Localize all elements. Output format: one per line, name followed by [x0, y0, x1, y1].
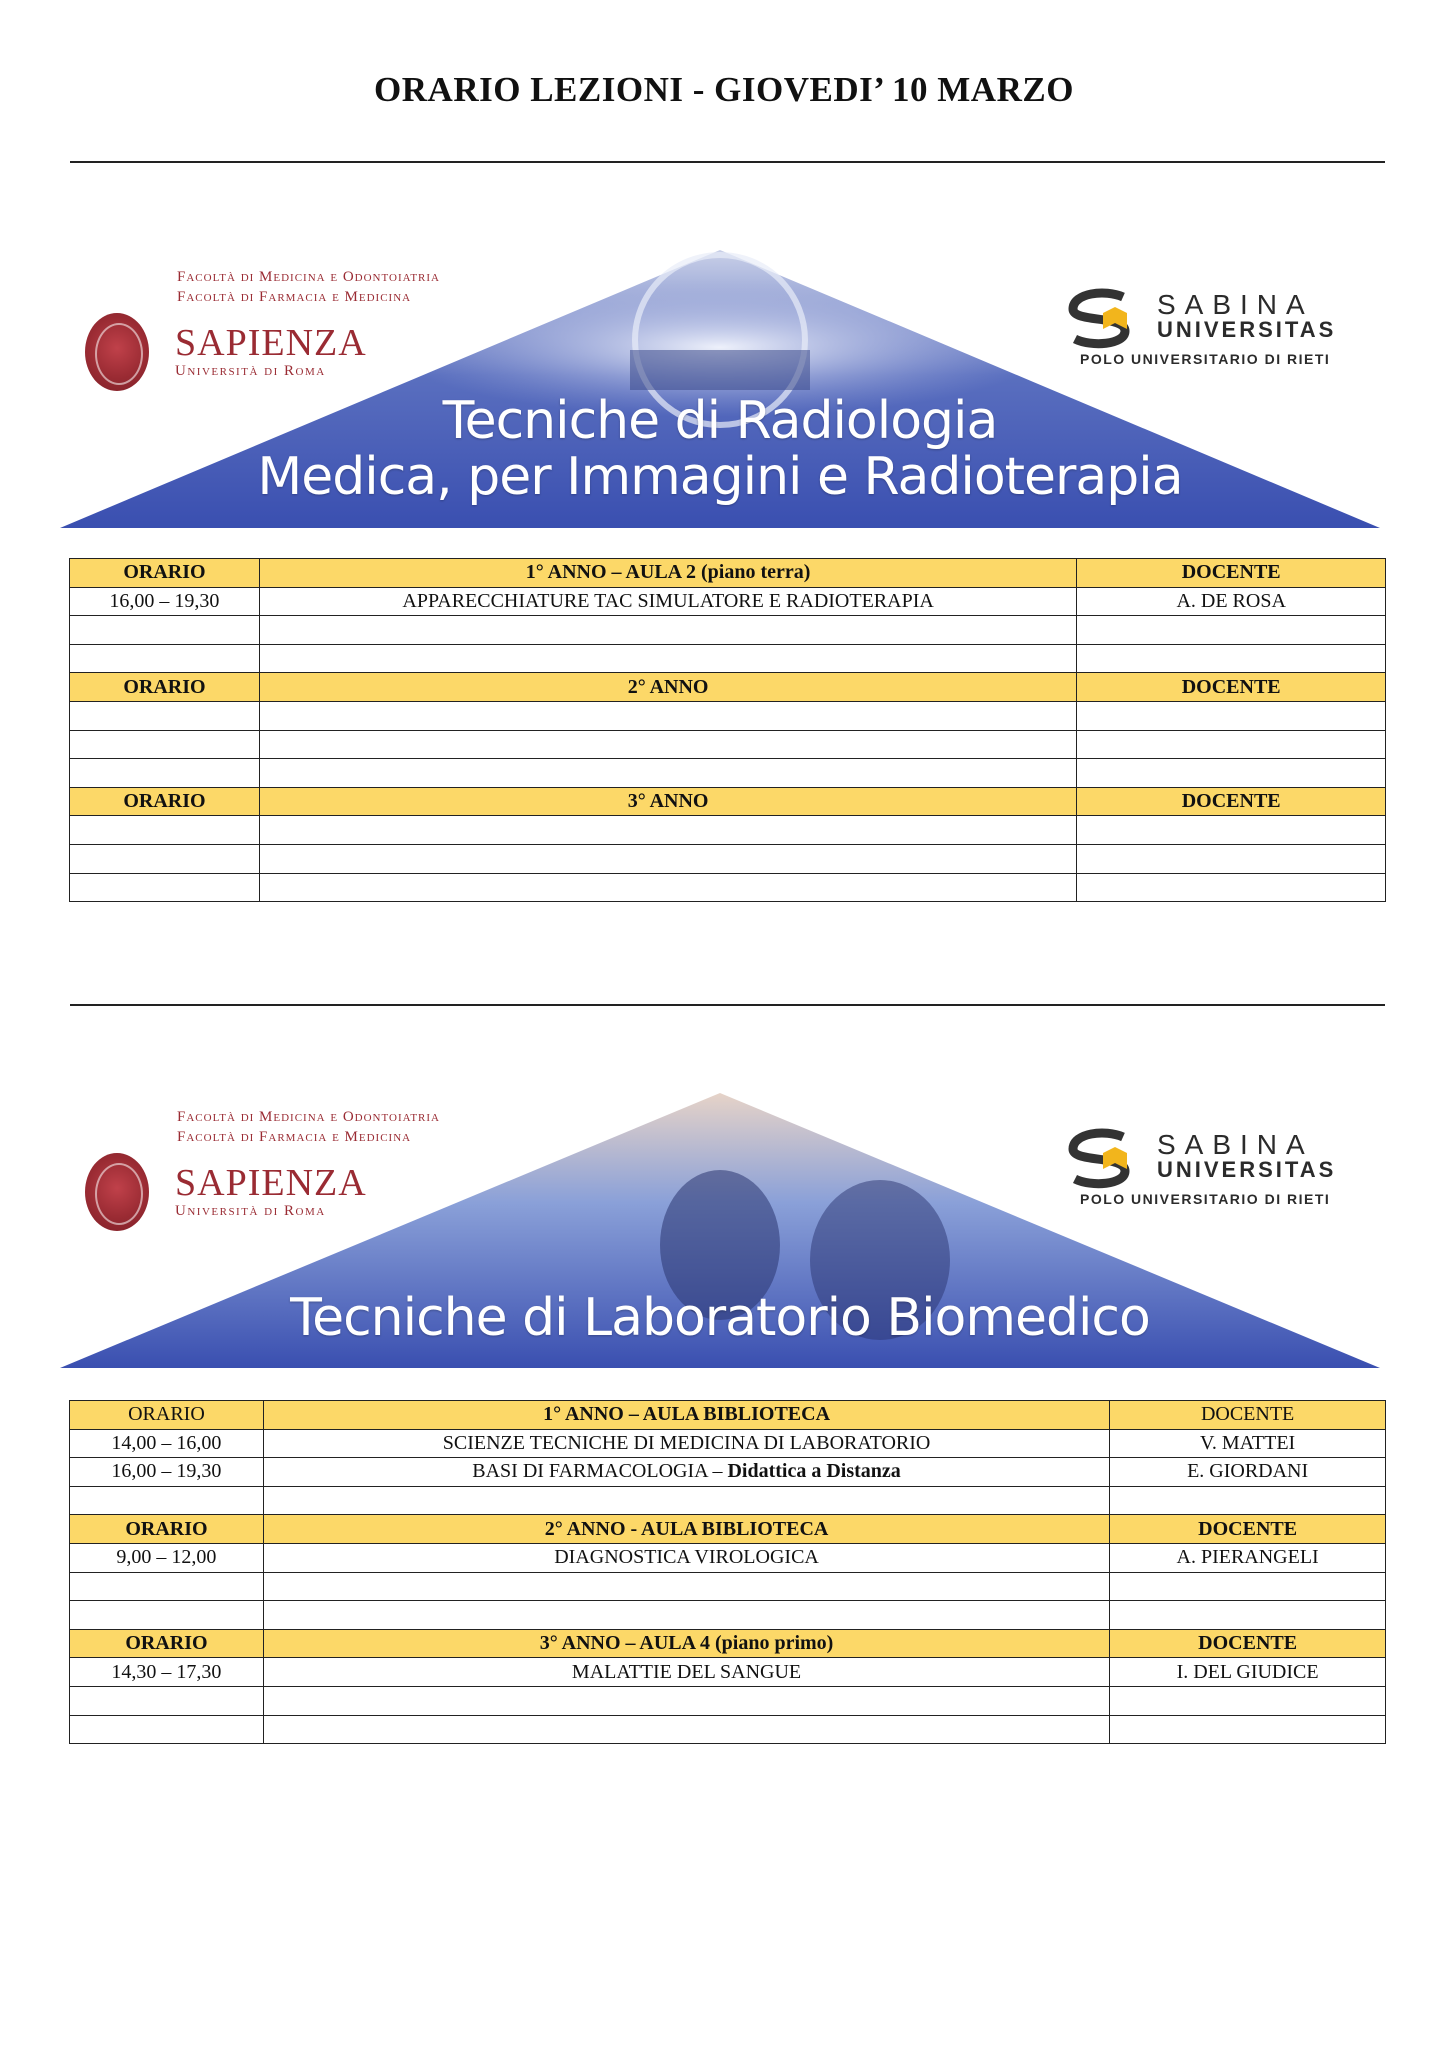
cell-orario: 16,00 – 19,30	[70, 587, 260, 616]
table-row	[70, 1715, 1386, 1744]
cell-orario	[70, 1486, 264, 1515]
course-banner-radiologia	[60, 245, 1380, 535]
table-row	[70, 587, 1386, 616]
cell-materia	[259, 616, 1076, 645]
table-row	[70, 1429, 1386, 1458]
cell-materia	[263, 1686, 1109, 1715]
cell-orario	[70, 1572, 264, 1601]
col-orario: ORARIO	[70, 787, 260, 816]
col-anno: 2° ANNO - AULA BIBLIOTECA	[263, 1515, 1109, 1544]
col-orario: ORARIO	[70, 673, 260, 702]
cell-docente	[1077, 701, 1386, 730]
table-row	[70, 1486, 1386, 1515]
cell-materia	[259, 701, 1076, 730]
col-orario: ORARIO	[70, 1515, 264, 1544]
cell-materia	[263, 1715, 1109, 1744]
cell-materia	[259, 873, 1076, 902]
col-orario: ORARIO	[70, 559, 260, 588]
table-row	[70, 1686, 1386, 1715]
table-header-row	[70, 1515, 1386, 1544]
cell-docente: A. DE ROSA	[1077, 587, 1386, 616]
col-docente: DOCENTE	[1110, 1401, 1386, 1430]
cell-orario	[70, 844, 260, 873]
cell-docente	[1077, 844, 1386, 873]
col-docente: DOCENTE	[1077, 673, 1386, 702]
cell-orario: 14,30 – 17,30	[70, 1658, 264, 1687]
table-row	[70, 616, 1386, 645]
sabina-universitas-logo: SABINA UNIVERSITAS POLO UNIVERSITARIO DI RIETI	[1065, 1127, 1355, 1217]
cell-materia	[259, 816, 1076, 845]
table-row	[70, 1658, 1386, 1687]
sabina-universitas-logo: SABINA UNIVERSITAS POLO UNIVERSITARIO DI RIETI	[1065, 287, 1355, 377]
cell-orario: 14,00 – 16,00	[70, 1429, 264, 1458]
col-docente: DOCENTE	[1077, 559, 1386, 588]
col-docente: DOCENTE	[1110, 1515, 1386, 1544]
cell-orario	[70, 616, 260, 645]
table-row	[70, 701, 1386, 730]
cell-orario	[70, 644, 260, 673]
cell-materia: DIAGNOSTICA VIROLOGICA	[263, 1543, 1109, 1572]
faculty-text: Facoltà di Medicina e Odontoiatria Facoltà di Farmacia e Medicina	[177, 1109, 440, 1145]
col-anno: 1° ANNO – AULA BIBLIOTECA	[263, 1401, 1109, 1430]
cell-docente: E. GIORDANI	[1110, 1458, 1386, 1487]
cell-orario: 9,00 – 12,00	[70, 1543, 264, 1572]
table-row	[70, 1601, 1386, 1630]
schedule-table-radiologia	[69, 558, 1386, 902]
col-orario: ORARIO	[70, 1629, 264, 1658]
table-row	[70, 873, 1386, 902]
cell-docente	[1110, 1486, 1386, 1515]
course-title: Tecniche di Laboratorio Biomedico	[290, 1288, 1150, 1348]
cell-orario	[70, 701, 260, 730]
table-header-row	[70, 673, 1386, 702]
cell-materia: SCIENZE TECNICHE DI MEDICINA DI LABORATORIO	[263, 1429, 1109, 1458]
table-header-row	[70, 1401, 1386, 1430]
cell-docente: A. PIERANGELI	[1110, 1543, 1386, 1572]
cell-orario: 16,00 – 19,30	[70, 1458, 264, 1487]
sapienza-logo: SAPIENZA Università di Roma	[175, 1162, 367, 1219]
table-header-row	[70, 1629, 1386, 1658]
table-row	[70, 1572, 1386, 1601]
cell-orario	[70, 730, 260, 759]
modalita-text: Didattica a Distanza	[727, 1460, 901, 1483]
course-title: Tecniche di Radiologia Medica, per Immagini e Radioterapia	[257, 391, 1183, 507]
table-row	[70, 844, 1386, 873]
col-anno: 1° ANNO – AULA 2 (piano terra)	[259, 559, 1076, 588]
sabina-book-icon	[1065, 287, 1145, 349]
sabina-book-icon	[1065, 1127, 1145, 1189]
faculty-text: Facoltà di Medicina e Odontoiatria Facoltà di Farmacia e Medicina	[177, 269, 440, 305]
cell-docente	[1077, 816, 1386, 845]
cell-orario	[70, 1601, 264, 1630]
divider	[70, 1004, 1385, 1006]
course-banner-laboratorio	[60, 1085, 1380, 1375]
sapienza-seal-icon	[85, 313, 149, 391]
sapienza-logo: SAPIENZA Università di Roma	[175, 322, 367, 379]
cell-materia: APPARECCHIATURE TAC SIMULATORE E RADIOTERAPIA	[259, 587, 1076, 616]
col-orario: ORARIO	[70, 1401, 264, 1430]
cell-docente: I. DEL GIUDICE	[1110, 1658, 1386, 1687]
cell-materia	[263, 1572, 1109, 1601]
cell-docente	[1077, 616, 1386, 645]
table-header-row	[70, 787, 1386, 816]
schedule-table-laboratorio	[69, 1400, 1386, 1744]
sapienza-seal-icon	[85, 1153, 149, 1231]
page-title: ORARIO LEZIONI - GIOVEDI’ 10 MARZO	[374, 70, 1074, 109]
table-row	[70, 1543, 1386, 1572]
cell-orario	[70, 873, 260, 902]
col-anno: 2° ANNO	[259, 673, 1076, 702]
cell-materia	[263, 1458, 1109, 1487]
col-anno: 3° ANNO	[259, 787, 1076, 816]
col-docente: DOCENTE	[1110, 1629, 1386, 1658]
cell-docente	[1110, 1572, 1386, 1601]
cell-materia: MALATTIE DEL SANGUE	[263, 1658, 1109, 1687]
table-row	[70, 1458, 1386, 1487]
cell-docente	[1077, 730, 1386, 759]
cell-orario	[70, 816, 260, 845]
cell-docente: V. MATTEI	[1110, 1429, 1386, 1458]
table-header-row	[70, 559, 1386, 588]
col-docente: DOCENTE	[1077, 787, 1386, 816]
cell-materia	[263, 1601, 1109, 1630]
cell-docente	[1077, 644, 1386, 673]
cell-materia	[259, 644, 1076, 673]
materia-text: BASI DI FARMACOLOGIA –	[472, 1460, 728, 1483]
cell-orario	[70, 1686, 264, 1715]
divider	[70, 161, 1385, 163]
cell-materia	[259, 844, 1076, 873]
col-anno: 3° ANNO – AULA 4 (piano primo)	[263, 1629, 1109, 1658]
table-row	[70, 730, 1386, 759]
cell-docente	[1110, 1715, 1386, 1744]
cell-docente	[1077, 759, 1386, 788]
cell-materia	[259, 730, 1076, 759]
cell-materia	[263, 1486, 1109, 1515]
cell-orario	[70, 759, 260, 788]
table-row	[70, 759, 1386, 788]
cell-docente	[1110, 1601, 1386, 1630]
cell-orario	[70, 1715, 264, 1744]
table-row	[70, 816, 1386, 845]
cell-docente	[1077, 873, 1386, 902]
table-row	[70, 644, 1386, 673]
cell-docente	[1110, 1686, 1386, 1715]
cell-materia	[259, 759, 1076, 788]
